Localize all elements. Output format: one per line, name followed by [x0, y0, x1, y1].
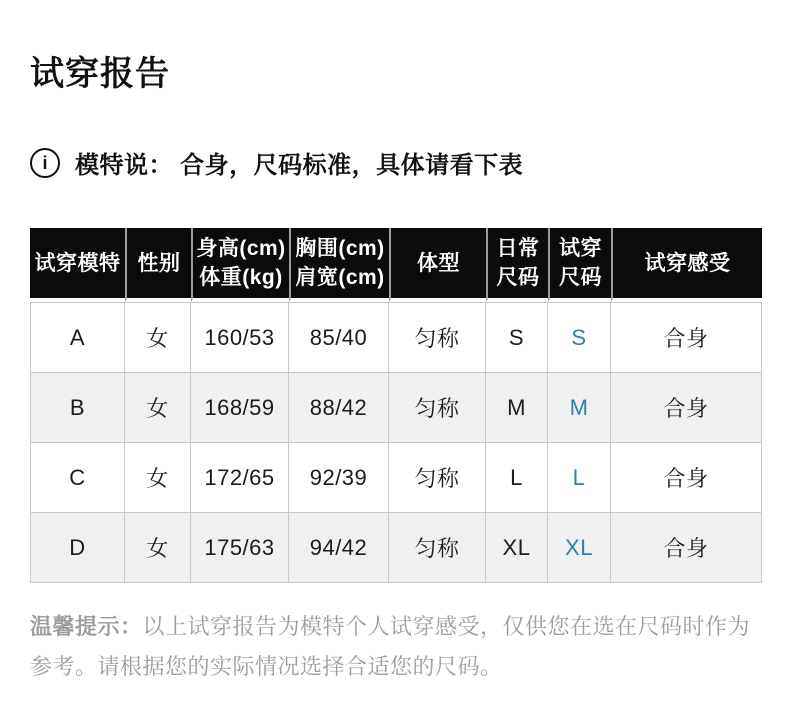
table-row — [30, 513, 762, 583]
model-cell: A — [30, 302, 125, 373]
height-weight-cell: 160/53 — [191, 302, 289, 373]
feeling-cell: 合身 — [611, 513, 762, 583]
tryon-report-table — [30, 228, 762, 583]
tryon-size-cell: S — [548, 302, 611, 373]
page-title: 试穿报告 — [30, 55, 170, 93]
model-note — [30, 145, 762, 180]
bust-shoulder-cell: 92/39 — [289, 443, 389, 513]
column-header-daily-size: 日常 尺码 — [486, 228, 548, 302]
feeling-cell: 合身 — [611, 302, 762, 373]
column-header-model: 试穿模特 — [30, 228, 125, 302]
height-weight-cell: 175/63 — [191, 513, 289, 583]
column-header-height-weight: 身高(cm) 体重(kg) — [191, 228, 289, 302]
footer-tip-label: 温馨提示： — [30, 614, 143, 640]
column-header-body-type: 体型 — [389, 228, 486, 302]
feeling-cell: 合身 — [611, 443, 762, 513]
column-header-gender: 性别 — [125, 228, 191, 302]
tryon-size-cell: M — [548, 373, 611, 443]
body-type-cell: 匀称 — [389, 513, 486, 583]
table-row — [30, 443, 762, 513]
daily-size-cell: XL — [486, 513, 548, 583]
column-header-bust-shoulder: 胸围(cm) 肩宽(cm) — [289, 228, 389, 302]
model-cell: D — [30, 513, 125, 583]
body-type-cell: 匀称 — [389, 443, 486, 513]
feeling-cell: 合身 — [611, 373, 762, 443]
gender-cell: 女 — [125, 513, 191, 583]
body-type-cell: 匀称 — [389, 302, 486, 373]
gender-cell: 女 — [125, 373, 191, 443]
model-cell: B — [30, 373, 125, 443]
column-header-tryon-size: 试穿 尺码 — [548, 228, 611, 302]
daily-size-cell: L — [486, 443, 548, 513]
column-header-feeling: 试穿感受 — [611, 228, 762, 302]
table-row — [30, 373, 762, 443]
footer-tip — [30, 607, 756, 687]
daily-size-cell: S — [486, 302, 548, 373]
model-cell: C — [30, 443, 125, 513]
bust-shoulder-cell: 85/40 — [289, 302, 389, 373]
daily-size-cell: M — [486, 373, 548, 443]
gender-cell: 女 — [125, 302, 191, 373]
tryon-size-cell: L — [548, 443, 611, 513]
table-row — [30, 302, 762, 373]
footer-tip-text: 以上试穿报告为模特个人试穿感受，仅供您在选在尺码时作为参考。请根据您的实际情况选择合适您的尺码。 — [30, 614, 751, 680]
height-weight-cell: 172/65 — [191, 443, 289, 513]
table-header-row — [30, 228, 762, 302]
gender-cell: 女 — [125, 443, 191, 513]
tryon-size-cell: XL — [548, 513, 611, 583]
model-note-text: 模特说： 合身，尺码标准，具体请看下表 — [75, 152, 524, 180]
bust-shoulder-cell: 94/42 — [289, 513, 389, 583]
height-weight-cell: 168/59 — [191, 373, 289, 443]
body-type-cell: 匀称 — [389, 373, 486, 443]
info-circle-icon: i — [30, 148, 60, 178]
bust-shoulder-cell: 88/42 — [289, 373, 389, 443]
